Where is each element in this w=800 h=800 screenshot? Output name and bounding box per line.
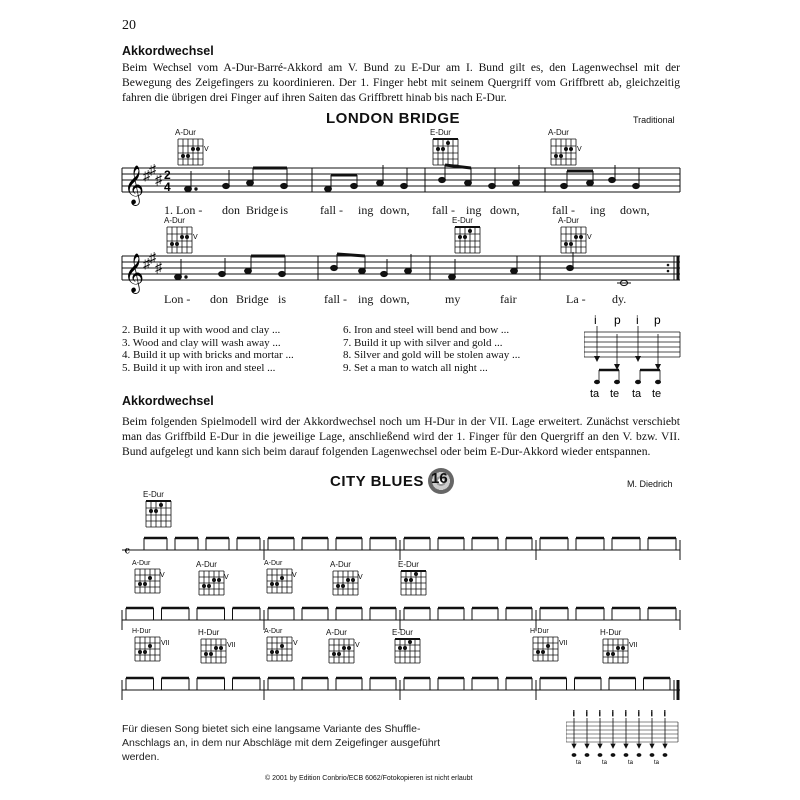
- lyric: ing: [590, 203, 606, 217]
- chord-diagram: E-Dur: [452, 216, 488, 262]
- svg-text:♯: ♯: [143, 167, 150, 183]
- svg-text:V: V: [577, 146, 582, 153]
- lyric: Bridge: [236, 292, 269, 306]
- chord-diagram: A-Dur V: [132, 560, 166, 602]
- finger-label: i: [625, 711, 627, 718]
- arrow-head: [650, 744, 654, 748]
- footer-copyright: © 2001 by Edition Conbrio/ECB 6062/Fotokopieren ist nicht erlaubt: [265, 775, 473, 782]
- bottom-paragraph: Für diesen Song bietet sich eine langsame Variante des Shuffle-Anschlags an, in dem nur Abschläge mit dem Zeigefinger ausgeführt werden.: [122, 723, 441, 763]
- chord-diagram: A-Dur V: [326, 628, 362, 672]
- chord-diagram: A-Dur V: [558, 216, 594, 262]
- verse-line: 7. Build it up with silver and gold ...: [343, 336, 503, 349]
- note-head: [572, 754, 576, 757]
- lyric: La -: [566, 292, 586, 306]
- finger-label: i: [586, 711, 588, 718]
- verse-line: 9. Set a man to watch all night ...: [343, 361, 488, 374]
- verse-line: 8. Silver and gold will be stolen away ...: [343, 349, 521, 362]
- svg-text:VII: VII: [161, 640, 170, 647]
- chord-diagram: A-Dur V: [164, 216, 200, 262]
- song-title: CITY BLUES: [330, 473, 424, 490]
- chord-diagram: E-Dur: [392, 628, 426, 672]
- svg-text:p: p: [654, 313, 661, 327]
- verse-line: 5. Build it up with iron and steel ...: [122, 361, 276, 374]
- lyric: down,: [380, 203, 410, 217]
- lyric: Lon -: [164, 292, 191, 306]
- lyric: down,: [490, 203, 520, 217]
- finger-label: i: [573, 711, 575, 718]
- chord-diagram: E-Dur: [143, 490, 179, 536]
- lyric: down,: [620, 203, 650, 217]
- arrow-head: [663, 744, 667, 748]
- svg-text:ta: ta: [632, 388, 642, 398]
- svg-text:V: V: [204, 146, 209, 153]
- note-head: [663, 754, 667, 757]
- chord-diagram: A-Dur V: [330, 560, 364, 604]
- chord-diagram: E-Dur: [430, 128, 466, 174]
- lyric: don: [210, 292, 228, 306]
- lyric: fall -: [552, 203, 575, 217]
- finger-label: i: [599, 711, 601, 718]
- svg-text:te: te: [652, 388, 662, 398]
- finger-label: i: [638, 711, 640, 718]
- svg-text:V: V: [587, 234, 592, 241]
- lyric: fall -: [324, 292, 347, 306]
- note-head: [585, 754, 589, 757]
- song-credit: M. Diedrich: [627, 479, 673, 489]
- chord-diagram: A-Dur V: [175, 128, 211, 174]
- lyric: my: [445, 292, 461, 306]
- svg-text:♯: ♯: [149, 161, 156, 177]
- lyric: 1. Lon -: [164, 203, 203, 217]
- svg-text:♯: ♯: [155, 259, 162, 275]
- svg-text:𝄞: 𝄞: [124, 254, 145, 292]
- treble-clef-icon: 𝄞: [124, 166, 145, 204]
- chord-diagram: H-Dur VII: [530, 628, 570, 670]
- svg-text:V: V: [293, 640, 298, 647]
- arrow-head: [598, 744, 602, 748]
- svg-text:p: p: [614, 313, 621, 327]
- arrow-head: [624, 744, 628, 748]
- chord-diagram: A-Dur V: [264, 560, 298, 602]
- note-head: [624, 754, 628, 757]
- arrow-head: [585, 744, 589, 748]
- song-title: LONDON BRIDGE: [326, 110, 460, 127]
- shuffle-pattern: [566, 708, 682, 766]
- finger-label: i: [651, 711, 653, 718]
- page-number: 20: [122, 18, 136, 33]
- track-number: 16: [431, 470, 448, 487]
- svg-text:V: V: [358, 574, 363, 581]
- svg-text:i: i: [636, 313, 639, 327]
- arrow-head: [637, 744, 641, 748]
- chord-diagram: E-Dur: [398, 560, 432, 604]
- lyric: fair: [500, 292, 517, 306]
- note-head: [650, 754, 654, 757]
- note-head: [598, 754, 602, 757]
- arrow-head: [611, 744, 615, 748]
- svg-text:2: 2: [164, 168, 171, 182]
- verse-line: 2. Build it up with wood and clay ...: [122, 324, 281, 336]
- lyric: Bridge: [246, 203, 279, 217]
- lyric: ing: [358, 203, 374, 217]
- chord-diagram: A-Dur V: [264, 628, 300, 670]
- svg-text:te: te: [610, 388, 620, 398]
- svg-text:V: V: [193, 234, 198, 241]
- lyric: is: [280, 203, 289, 217]
- svg-text:VII: VII: [227, 642, 236, 649]
- svg-text:V: V: [160, 572, 165, 579]
- chord-diagram: H-Dur VII: [132, 628, 172, 670]
- section-heading: Akkordwechsel: [122, 44, 214, 58]
- lyric: is: [278, 292, 287, 306]
- finger-label: i: [664, 711, 666, 718]
- svg-text:ta: ta: [654, 760, 660, 766]
- svg-text:V: V: [355, 642, 360, 649]
- svg-text:𝄴: 𝄴: [124, 543, 131, 559]
- song-credit: Traditional: [633, 115, 675, 125]
- svg-text:V: V: [224, 574, 229, 581]
- chord-diagram: A-Dur V: [196, 560, 230, 604]
- lyric: fall -: [432, 203, 455, 217]
- lyric: ing: [358, 292, 374, 306]
- svg-text:i: i: [594, 313, 597, 327]
- verse-line: 4. Build it up with bricks and mortar ...: [122, 349, 294, 362]
- svg-text:ta: ta: [590, 388, 600, 398]
- svg-text:ta: ta: [602, 760, 608, 766]
- svg-text:ta: ta: [628, 760, 634, 766]
- svg-text:ta: ta: [576, 760, 582, 766]
- section-paragraph: Beim folgenden Spielmodell wird der Akkordwechsel noch um H-Dur in der VII. Lage erweitert. Zunächst verschiebt man das Griffbild E-Dur in die jeweilige Lage, anschließend wird der 1. Finger für den Quergriff an den V. bzw. VII. Bund aufgelegt und kann sich beim darauf folgenden Lagenwechsel oder beim E-Dur-Akkord wieder entspannen.: [122, 415, 680, 459]
- svg-text:♯: ♯: [155, 171, 162, 187]
- svg-text:V: V: [292, 572, 297, 579]
- note-head: [637, 754, 641, 757]
- arrow-head: [572, 744, 576, 748]
- verse-line: 3. Wood and clay will wash away ...: [122, 336, 281, 349]
- lyric: down,: [380, 292, 410, 306]
- svg-text:♯: ♯: [143, 255, 150, 271]
- lyric: don: [222, 203, 240, 217]
- chord-diagram: H-Dur VII: [198, 628, 240, 672]
- note-head: [611, 754, 615, 757]
- chord-diagram: A-Dur V: [548, 128, 584, 174]
- svg-text:VII: VII: [559, 640, 568, 647]
- section-paragraph: Beim Wechsel vom A-Dur-Barré-Akkord am V. Bund zu E-Dur am I. Bund gilt es, den Lagenwechsel mit der Bewegung des Zeigefingers zu koordinieren. Der 1. Finger hebt mit seinem Quergriff vom Griffbrett ab, gleichzeitig fahren die übrigen drei Finger auf ihren Saiten das Griffbrett hinab bis nach E-Dur.: [122, 61, 680, 105]
- lyric: dy.: [612, 292, 627, 306]
- verse-line: 6. Iron and steel will bend and bow ...: [343, 324, 510, 336]
- lyric: fall -: [320, 203, 343, 217]
- svg-text:♯: ♯: [149, 249, 156, 265]
- finger-label: i: [612, 711, 614, 718]
- chord-diagram: H-Dur VII: [600, 628, 642, 672]
- svg-text:VII: VII: [629, 642, 638, 649]
- lyric: ing: [466, 203, 482, 217]
- svg-text:4: 4: [164, 180, 171, 194]
- section-heading: Akkordwechsel: [122, 394, 214, 408]
